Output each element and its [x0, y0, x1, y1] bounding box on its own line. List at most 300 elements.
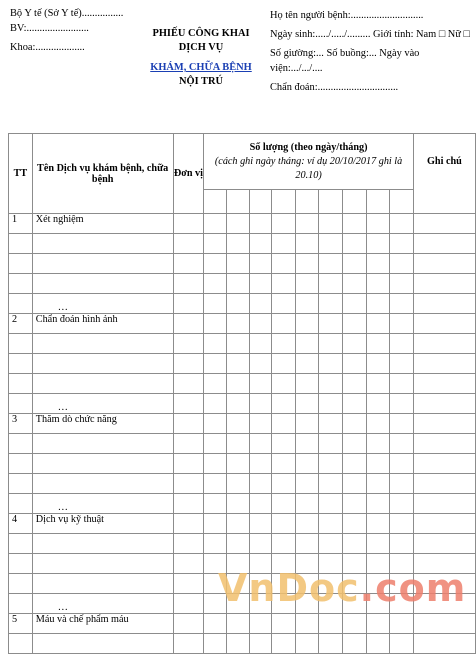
title-line-4: NỘI TRÚ — [179, 76, 223, 87]
table-cell — [204, 374, 227, 394]
table-cell — [173, 434, 204, 454]
table-cell — [366, 314, 390, 334]
date-column — [343, 190, 367, 214]
table-cell — [366, 434, 390, 454]
table-cell — [272, 314, 296, 334]
table-cell — [249, 234, 272, 254]
table-cell — [295, 414, 319, 434]
table-cell — [272, 254, 296, 274]
table-row — [9, 474, 476, 494]
hospital-line: BV:........................ — [10, 23, 89, 34]
table-cell — [272, 474, 296, 494]
table-cell — [32, 354, 173, 374]
department-line: Bộ Y tế (Sở Y tế)................ — [10, 8, 124, 19]
table-cell — [413, 214, 475, 234]
table-cell — [226, 614, 249, 634]
table-cell — [204, 354, 227, 374]
table-cell — [204, 534, 227, 554]
table-cell — [319, 314, 343, 334]
table-cell — [226, 354, 249, 374]
table-cell — [9, 634, 33, 654]
ellipsis-row — [9, 494, 476, 514]
table-cell — [413, 454, 475, 474]
table-cell — [319, 474, 343, 494]
table-cell — [390, 214, 414, 234]
table-cell — [249, 214, 272, 234]
table-cell — [272, 214, 296, 234]
table-cell — [295, 274, 319, 294]
form-title — [136, 27, 266, 89]
table-cell — [204, 514, 227, 534]
table-cell — [249, 334, 272, 354]
table-cell — [204, 454, 227, 474]
table-cell — [413, 494, 475, 514]
table-cell — [173, 354, 204, 374]
table-cell — [413, 234, 475, 254]
table-cell — [204, 234, 227, 254]
table-cell — [272, 614, 296, 634]
table-cell — [173, 314, 204, 334]
table-cell — [9, 394, 33, 414]
table-cell — [272, 434, 296, 454]
table-cell — [204, 414, 227, 434]
table-cell — [9, 354, 33, 374]
table-cell — [319, 374, 343, 394]
table-cell — [173, 574, 204, 594]
table-cell — [366, 254, 390, 274]
table-cell — [343, 254, 367, 274]
table-cell — [390, 634, 414, 654]
ellipsis-text: … — [32, 394, 173, 414]
table-cell — [413, 354, 475, 374]
table-cell — [32, 254, 173, 274]
table-cell — [343, 294, 367, 314]
table-cell — [295, 314, 319, 334]
table-cell — [319, 354, 343, 374]
section-name: Chẩn đoán hình ảnh — [32, 314, 173, 334]
table-row — [9, 354, 476, 374]
section-number: 4 — [9, 514, 33, 534]
table-cell — [32, 274, 173, 294]
table-cell — [226, 334, 249, 354]
table-cell — [249, 494, 272, 514]
vndoc-watermark — [218, 566, 466, 610]
section-number: 1 — [9, 214, 33, 234]
date-column — [319, 190, 343, 214]
patient-name-field: Họ tên người bệnh:............................ — [270, 10, 424, 21]
table-cell — [413, 394, 475, 414]
section-row — [9, 414, 476, 434]
header-quantity — [204, 134, 414, 190]
table-cell — [319, 614, 343, 634]
table-cell — [319, 414, 343, 434]
table-cell — [9, 574, 33, 594]
table-cell — [413, 614, 475, 634]
table-cell — [9, 474, 33, 494]
section-name: Dịch vụ kỹ thuật — [32, 514, 173, 534]
table-cell — [173, 534, 204, 554]
table-cell — [390, 474, 414, 494]
table-cell — [272, 534, 296, 554]
table-cell — [204, 314, 227, 334]
header-left — [10, 6, 130, 55]
table-cell — [390, 334, 414, 354]
table-cell — [295, 454, 319, 474]
table-cell — [319, 454, 343, 474]
table-cell — [272, 354, 296, 374]
table-cell — [173, 634, 204, 654]
table-cell — [249, 314, 272, 334]
table-cell — [366, 274, 390, 294]
table-cell — [272, 634, 296, 654]
table-cell — [343, 394, 367, 414]
table-cell — [226, 634, 249, 654]
table-cell — [226, 254, 249, 274]
table-cell — [32, 454, 173, 474]
table-cell — [319, 634, 343, 654]
table-cell — [295, 434, 319, 454]
table-cell — [272, 494, 296, 514]
table-cell — [295, 294, 319, 314]
table-row — [9, 234, 476, 254]
table-cell — [413, 374, 475, 394]
table-cell — [319, 494, 343, 514]
table-cell — [9, 434, 33, 454]
table-cell — [249, 534, 272, 554]
date-column — [390, 190, 414, 214]
table-cell — [173, 374, 204, 394]
table-cell — [173, 454, 204, 474]
table-cell — [173, 394, 204, 414]
table-cell — [343, 514, 367, 534]
table-cell — [204, 294, 227, 314]
table-cell — [366, 354, 390, 374]
table-cell — [366, 214, 390, 234]
table-cell — [295, 394, 319, 414]
table-cell — [226, 474, 249, 494]
table-cell — [226, 214, 249, 234]
table-cell — [204, 474, 227, 494]
table-cell — [249, 434, 272, 454]
section-number: 3 — [9, 414, 33, 434]
table-cell — [9, 454, 33, 474]
table-cell — [343, 234, 367, 254]
table-cell — [319, 234, 343, 254]
table-cell — [343, 374, 367, 394]
table-cell — [343, 434, 367, 454]
table-cell — [173, 234, 204, 254]
table-cell — [226, 294, 249, 314]
table-cell — [390, 374, 414, 394]
table-cell — [343, 494, 367, 514]
table-cell — [390, 254, 414, 274]
table-cell — [295, 354, 319, 374]
table-cell — [343, 634, 367, 654]
table-cell — [204, 254, 227, 274]
table-cell — [249, 454, 272, 474]
title-link[interactable]: KHÁM, CHỮA BỆNH — [150, 62, 252, 73]
date-column — [249, 190, 272, 214]
table-cell — [319, 214, 343, 234]
table-cell — [249, 514, 272, 534]
section-name: Máu và chế phẩm máu — [32, 614, 173, 634]
table-cell — [272, 454, 296, 474]
table-cell — [366, 534, 390, 554]
table-cell — [272, 514, 296, 534]
table-cell — [343, 354, 367, 374]
table-cell — [173, 294, 204, 314]
header-service-name: Tên Dịch vụ khám bệnh, chữa bệnh — [32, 134, 173, 214]
section-row — [9, 614, 476, 634]
table-cell — [226, 434, 249, 454]
table-cell — [319, 294, 343, 314]
table-cell — [204, 614, 227, 634]
table-cell — [366, 394, 390, 414]
table-cell — [295, 214, 319, 234]
table-row — [9, 434, 476, 454]
ellipsis-text: … — [32, 594, 173, 614]
table-cell — [343, 334, 367, 354]
table-cell — [413, 254, 475, 274]
title-line-1: PHIẾU CÔNG KHAI — [152, 28, 250, 39]
table-cell — [295, 334, 319, 354]
table-cell — [413, 634, 475, 654]
table-cell — [173, 254, 204, 274]
table-cell — [295, 614, 319, 634]
table-cell — [226, 274, 249, 294]
table-cell — [295, 534, 319, 554]
table-cell — [390, 614, 414, 634]
table-cell — [343, 474, 367, 494]
title-line-2: DỊCH VỤ — [178, 42, 224, 53]
table-cell — [204, 434, 227, 454]
table-cell — [226, 534, 249, 554]
table-cell — [390, 234, 414, 254]
table-cell — [226, 234, 249, 254]
table-cell — [390, 514, 414, 534]
table-cell — [366, 334, 390, 354]
date-column — [226, 190, 249, 214]
table-cell — [249, 634, 272, 654]
table-cell — [366, 454, 390, 474]
table-cell — [413, 534, 475, 554]
table-cell — [319, 394, 343, 414]
table-cell — [173, 554, 204, 574]
table-cell — [9, 554, 33, 574]
table-cell — [343, 414, 367, 434]
section-name: Xét nghiệm — [32, 214, 173, 234]
table-cell — [366, 514, 390, 534]
table-cell — [32, 534, 173, 554]
table-cell — [390, 454, 414, 474]
date-column — [204, 190, 227, 214]
table-cell — [413, 314, 475, 334]
table-cell — [173, 414, 204, 434]
table-cell — [343, 614, 367, 634]
table-cell — [226, 314, 249, 334]
table-cell — [413, 414, 475, 434]
table-row — [9, 534, 476, 554]
table-cell — [366, 294, 390, 314]
table-cell — [413, 474, 475, 494]
table-row — [9, 634, 476, 654]
table-cell — [343, 274, 367, 294]
table-cell — [226, 374, 249, 394]
section-row — [9, 514, 476, 534]
table-cell — [319, 534, 343, 554]
date-column — [272, 190, 296, 214]
table-cell — [32, 634, 173, 654]
diagnosis-field: Chẩn đoán:............................... — [270, 82, 399, 93]
table-cell — [173, 214, 204, 234]
table-cell — [343, 314, 367, 334]
table-cell — [272, 334, 296, 354]
table-cell — [249, 374, 272, 394]
table-cell — [204, 394, 227, 414]
table-cell — [173, 274, 204, 294]
table-cell — [249, 294, 272, 314]
table-cell — [204, 634, 227, 654]
table-cell — [204, 274, 227, 294]
date-column — [366, 190, 390, 214]
table-cell — [249, 614, 272, 634]
ellipsis-text: … — [32, 494, 173, 514]
table-cell — [366, 474, 390, 494]
table-cell — [32, 434, 173, 454]
ellipsis-text: … — [32, 294, 173, 314]
table-cell — [9, 274, 33, 294]
table-cell — [9, 374, 33, 394]
table-cell — [343, 214, 367, 234]
table-cell — [390, 294, 414, 314]
table-row — [9, 454, 476, 474]
table-cell — [319, 514, 343, 534]
table-cell — [390, 314, 414, 334]
table-cell — [226, 454, 249, 474]
table-cell — [173, 514, 204, 534]
date-column — [295, 190, 319, 214]
section-number: 2 — [9, 314, 33, 334]
section-name: Thăm dò chức năng — [32, 414, 173, 434]
table-cell — [343, 534, 367, 554]
table-cell — [272, 394, 296, 414]
section-row — [9, 214, 476, 234]
table-cell — [295, 514, 319, 534]
table-cell — [9, 234, 33, 254]
header-notes: Ghi chú — [413, 134, 475, 214]
table-row — [9, 274, 476, 294]
table-cell — [295, 234, 319, 254]
dob-gender-field: Ngày sinh:...../...../......... Giới tính: Nam □ Nữ □ — [270, 29, 470, 40]
table-cell — [272, 374, 296, 394]
table-cell — [32, 554, 173, 574]
table-cell — [295, 634, 319, 654]
table-row — [9, 334, 476, 354]
table-cell — [249, 414, 272, 434]
table-cell — [32, 334, 173, 354]
section-row — [9, 314, 476, 334]
table-cell — [295, 374, 319, 394]
bed-room-date-field: Số giường:... Số buồng:... Ngày vào viện:.../.../.... — [270, 48, 420, 74]
table-row — [9, 254, 476, 274]
table-cell — [9, 594, 33, 614]
ward-line: Khoa:................... — [10, 42, 85, 53]
table-cell — [390, 414, 414, 434]
table-cell — [226, 394, 249, 414]
table-cell — [319, 274, 343, 294]
table-cell — [272, 294, 296, 314]
table-cell — [366, 634, 390, 654]
table-cell — [366, 234, 390, 254]
table-cell — [295, 494, 319, 514]
table-cell — [9, 254, 33, 274]
watermark-brand: VnDoc — [218, 566, 360, 610]
table-cell — [272, 414, 296, 434]
watermark-domain: .com — [359, 566, 467, 610]
section-number: 5 — [9, 614, 33, 634]
table-cell — [366, 414, 390, 434]
table-cell — [9, 534, 33, 554]
table-cell — [32, 234, 173, 254]
table-cell — [32, 474, 173, 494]
patient-info — [270, 8, 470, 99]
table-cell — [413, 434, 475, 454]
table-cell — [366, 494, 390, 514]
ellipsis-row — [9, 394, 476, 414]
table-cell — [343, 454, 367, 474]
ellipsis-row — [9, 294, 476, 314]
table-cell — [173, 474, 204, 494]
table-cell — [413, 334, 475, 354]
table-cell — [226, 414, 249, 434]
table-cell — [9, 334, 33, 354]
table-cell — [204, 494, 227, 514]
table-cell — [295, 474, 319, 494]
table-cell — [249, 254, 272, 274]
table-cell — [226, 494, 249, 514]
table-cell — [390, 494, 414, 514]
table-cell — [9, 294, 33, 314]
table-cell — [319, 254, 343, 274]
quantity-note: (cách ghi ngày tháng: ví dụ 20/10/2017 ghi là 20.10) — [214, 155, 403, 181]
table-cell — [173, 334, 204, 354]
table-cell — [390, 534, 414, 554]
table-cell — [249, 474, 272, 494]
table-cell — [272, 234, 296, 254]
table-cell — [319, 334, 343, 354]
table-cell — [366, 614, 390, 634]
table-cell — [413, 514, 475, 534]
table-cell — [390, 434, 414, 454]
table-cell — [249, 274, 272, 294]
table-cell — [204, 214, 227, 234]
table-cell — [226, 514, 249, 534]
table-cell — [366, 374, 390, 394]
table-cell — [173, 594, 204, 614]
header-unit: Đơn vị — [173, 134, 204, 214]
table-cell — [413, 294, 475, 314]
table-cell — [390, 394, 414, 414]
table-cell — [9, 494, 33, 514]
table-cell — [32, 574, 173, 594]
header-tt: TT — [9, 134, 33, 214]
table-cell — [173, 614, 204, 634]
table-cell — [413, 274, 475, 294]
table-cell — [390, 274, 414, 294]
table-cell — [173, 494, 204, 514]
table-cell — [272, 274, 296, 294]
table-cell — [390, 354, 414, 374]
